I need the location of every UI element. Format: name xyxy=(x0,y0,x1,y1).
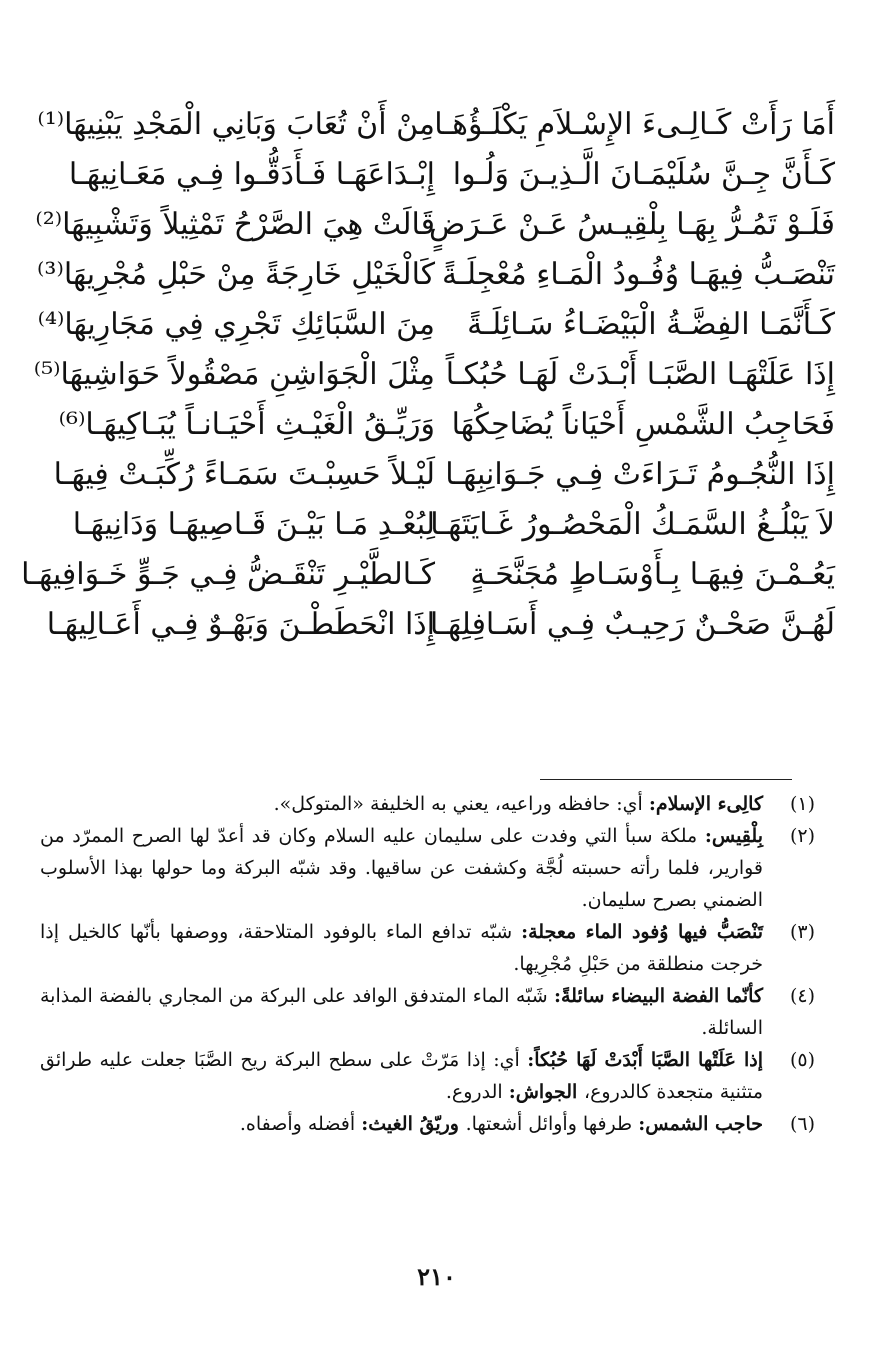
verse-first-hemistich: لَهُـنَّ صَحْـنٌ رَحِيـبٌ فِـي أَسَـافِلِهَـا xyxy=(429,607,835,642)
verse-row xyxy=(37,300,840,350)
footnote-number: (٥) xyxy=(789,1049,815,1071)
verse-first-hemistich: كَـأَنَّ جِـنَّ سُلَيْمَـانَ الَّـذِيـنَ وَلُـوا xyxy=(452,157,835,192)
footnote-text: أي: حافظه وراعيه، يعني به الخليفة «المتوكل». xyxy=(273,793,649,815)
footnote-number: (٦) xyxy=(789,1113,815,1135)
verse-second-hemistich: وَرَيِّـقُ الْغَيْـثِ أَحْيَـانـاً يُبَـاكِيهَـا⁽⁶⁾ xyxy=(58,407,435,442)
verse-first-hemistich: فَحَاجِبُ الشَّمْسِ أَحْيَاناً يُضَاحِكُهَا xyxy=(451,407,835,442)
verse-first-hemistich: إِذَا النُّجُـومُ تَـرَاءَتْ فِـي جَـوَانِبِهَـا xyxy=(445,457,835,492)
verse-first-hemistich: أَمَا رَأَتْ كَـالِـىءَ الإِسْـلاَمِ يَكْلَـؤُهَـا xyxy=(434,107,835,142)
footnote xyxy=(40,916,815,980)
verse-second-hemistich: إِبْـدَاعَهَـا فَـأَدَقُّـوا فِـي مَعَـانِيهَـا xyxy=(68,157,435,192)
footnote xyxy=(40,788,815,820)
verse-first-hemistich: فَلَـوْ تَمُـرُّ بِهَـا بِلْقِيـسُ عَـنْ عَـرَضٍ xyxy=(429,207,835,242)
verse-second-hemistich: مِنْ أَنْ تُعَابَ وَبَانِي الْمَجْدِ يَبْنِيهَا⁽¹⁾ xyxy=(37,107,435,142)
footnote-term: بِلْقِيس: xyxy=(704,825,763,847)
footnote xyxy=(40,1108,815,1140)
footnote-text: أفضله وأصفاه. xyxy=(239,1113,362,1135)
verse-row xyxy=(40,600,840,650)
verse-second-hemistich: إِذَا انْحَطَطْـنَ وَبَهْـوٌ فِـي أَعَـالِيهَـا xyxy=(46,607,435,642)
footnote-number: (٢) xyxy=(789,825,815,847)
verse-first-hemistich: يَعُـمْـنَ فِيهَـا بِـأَوْسَـاطٍ مُجَنَّحَـةٍ xyxy=(470,557,835,592)
footnote-text: شَبّه الماء المتدفق الوافد على البركة من المجاري بالفضة المذابة السائلة. xyxy=(40,985,763,1039)
verse-second-hemistich: مِثْلَ الْجَوَاشِنِ مَصْقُولاً حَوَاشِيهَا⁽⁵⁾ xyxy=(33,357,435,392)
verse-first-hemistich: تَنْصَـبُّ فِيهَـا وُفُـودُ الْمَـاءِ مُعْجِلَـةً xyxy=(441,257,835,292)
footnote-term: حاجب الشمس: xyxy=(638,1113,763,1135)
verse-row xyxy=(40,500,840,550)
footnote-term: الجواش: xyxy=(508,1081,584,1103)
footnote-body xyxy=(40,1044,763,1108)
verse-row xyxy=(37,250,840,300)
verse-second-hemistich: كَالْخَيْلِ خَارِجَةً مِنْ حَبْلِ مُجْرِيهَا⁽³⁾ xyxy=(37,257,435,292)
footnote-text: طرفها وأوائل أشعتها. xyxy=(465,1113,639,1135)
footnote-body xyxy=(40,916,763,980)
verse-first-hemistich: لاَ يَبْلُـغُ السَّمَـكُ الْمَحْصُـورُ غَـايَتَهَـا xyxy=(430,507,835,542)
footnote xyxy=(40,1044,815,1108)
footnote-text: ملكة سبأ التي وفدت على سليمان عليه السلام وكان قد أعدّ لها الصرح الممرّد من قوارير، فلما رأته حسبته لُجَّة وكشفت عن ساقيها. وقد شبّه البركة وما حولها بهذا الأسلوب الضمني بصرح سليمان. xyxy=(40,825,763,911)
footnote-term: وريّقُ الغيث: xyxy=(361,1113,466,1135)
footnote-number: (٣) xyxy=(789,921,815,943)
footnote-body xyxy=(40,788,763,820)
footnote-term: كأنّما الفضة البيضاء سائلةً: xyxy=(553,985,763,1007)
footnotes xyxy=(40,788,815,1140)
verse-second-hemistich: كَـالطَّيْـرِ تَنْقَـضُّ فِـي جَـوٍّ خَـوَافِيهَـا xyxy=(21,557,435,592)
footnote-body xyxy=(40,1108,763,1140)
verse-second-hemistich: مِنَ السَّبَائِكِ تَجْرِي فِي مَجَارِيهَا⁽⁴⁾ xyxy=(37,307,435,342)
verse-row xyxy=(37,100,840,150)
verse-second-hemistich: قَالَتْ هِيَ الصَّرْحُ تَمْثِيلاً وَتَشْبِيهَا⁽²⁾ xyxy=(35,207,435,242)
verse-row xyxy=(40,150,840,200)
verse-row xyxy=(40,400,840,450)
footnote-text: الدروع. xyxy=(445,1081,509,1103)
footnote-body xyxy=(40,820,763,916)
verse-second-hemistich: لِبُعْـدِ مَـا بَيْـنَ قَـاصِيهَـا وَدَانِيهَـا xyxy=(72,507,435,542)
footnote-divider xyxy=(540,779,792,780)
footnote-term: إذا عَلَتْها الصَّبَا أَبْدَتْ لَهَا حُبُكاً: xyxy=(527,1049,763,1071)
verse-first-hemistich: كَـأَنَّمَـا الفِضَّـةُ الْبَيْضَـاءُ سَـائِلَـةً xyxy=(467,307,835,342)
footnote-text: شبّه تدافع الماء بالوفود المتلاحقة، ووصفها بأنّها كالخيل إذا خرجت منطلقة من حَبْلِ مُجْرِيها. xyxy=(40,921,763,975)
verse-row xyxy=(40,450,840,500)
footnote-number: (١) xyxy=(789,793,815,815)
footnote-text: أي: إذا مَرّتْ على سطح البركة ريح الصَّبَا جعلت عليه طرائق متثنية متجعدة كالدروع، xyxy=(40,1049,763,1103)
page-number: ٢١٠ xyxy=(417,1262,456,1291)
footnote-term: تَنْصَبُّ فيها وُفود الماء معجلة: xyxy=(521,921,763,943)
footnote xyxy=(40,980,815,1044)
poem xyxy=(21,100,840,650)
footnote xyxy=(40,820,815,916)
verse-row xyxy=(35,200,840,250)
footnote-term: كالِىء الإسلام: xyxy=(648,793,763,815)
footnote-number: (٤) xyxy=(789,985,815,1007)
verse-second-hemistich: لَيْـلاً حَسِبْـتَ سَمَـاءً رُكِّبَـتْ فِيهَـا xyxy=(53,457,435,492)
footnote-body xyxy=(40,980,763,1044)
verse-row xyxy=(21,550,840,600)
verse-first-hemistich: إِذَا عَلَتْهَـا الصَّبَـا أَبْـدَتْ لَهَـا حُبُكـاً xyxy=(445,357,835,392)
verse-row xyxy=(33,350,840,400)
